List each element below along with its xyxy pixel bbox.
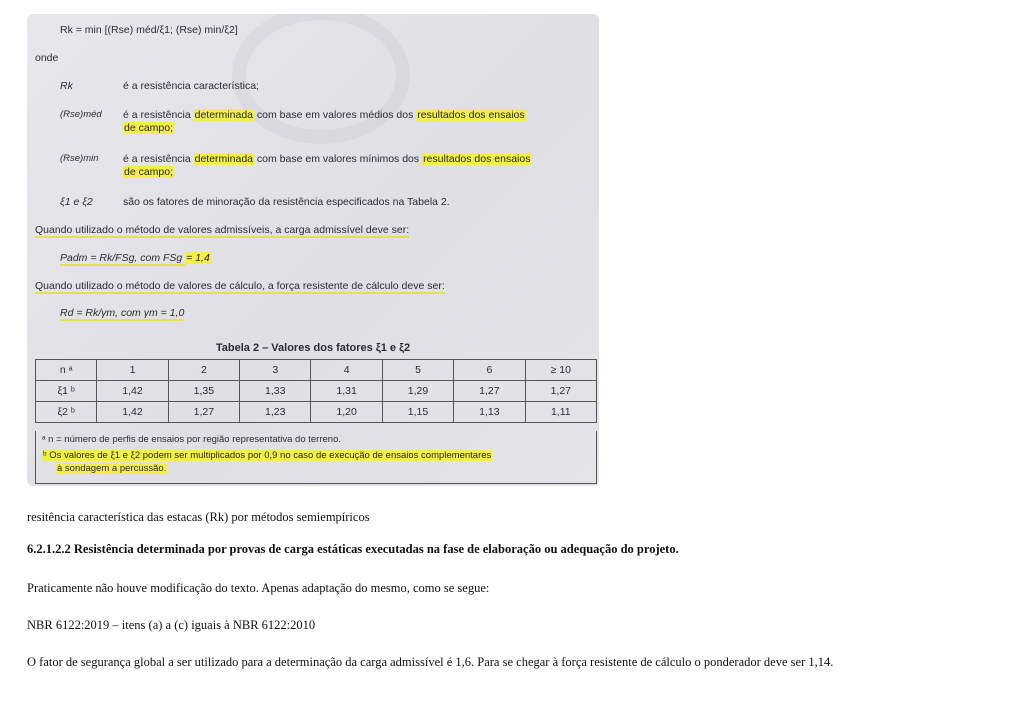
- table-cell: 1,15: [382, 402, 453, 423]
- table-header-cell: 6: [454, 360, 525, 381]
- table-cell: 1,11: [525, 402, 596, 423]
- table-cell: 1,31: [311, 381, 382, 402]
- table-header-cell: ≥ 10: [525, 360, 596, 381]
- table-cell: 1,42: [97, 402, 168, 423]
- calculo-text: Quando utilizado o método de valores de cálculo, a força resistente de cálculo deve ser:: [35, 280, 445, 292]
- def-desc-rk: é a resistência característica;: [123, 80, 259, 92]
- admissivel-text: Quando utilizado o método de valores admissíveis, a carga admissível deve ser:: [35, 224, 410, 236]
- def-symbol-rse-min: (Rse)min: [60, 153, 99, 164]
- table-cell: 1,27: [168, 402, 239, 423]
- table-cell: 1,23: [240, 402, 311, 423]
- table-cell: 1,29: [382, 381, 453, 402]
- table-header-cell: 5: [382, 360, 453, 381]
- factors-table: [35, 359, 597, 423]
- onde-label: onde: [35, 52, 59, 64]
- def-symbol-rk: Rk: [60, 80, 73, 92]
- table-title: Tabela 2 – Valores dos fatores ξ1 e ξ2: [215, 342, 411, 354]
- table-header-cell: 2: [168, 360, 239, 381]
- table-header-row: [36, 360, 597, 381]
- table-cell: ξ2 ᵇ: [36, 402, 97, 423]
- padm-formula: Padm = Rk/FSg, com FSg = 1,4: [60, 252, 210, 264]
- table-cell: 1,20: [311, 402, 382, 423]
- paragraph-1: Praticamente não houve modificação do texto. Apenas adaptação do mesmo, como se segue:: [27, 581, 490, 595]
- table-header-cell: 3: [240, 360, 311, 381]
- figure-caption: resitência característica das estacas (Rk) por métodos semiempíricos: [27, 510, 370, 524]
- table-cell: 1,42: [97, 381, 168, 402]
- def-symbol-xi: ξ1 e ξ2: [60, 196, 93, 208]
- table-cell: 1,33: [240, 381, 311, 402]
- scanned-standard-excerpt: [27, 14, 599, 486]
- table-cell: ξ1 ᵇ: [36, 381, 97, 402]
- section-heading: 6.2.1.2.2 Resistência determinada por provas de carga estáticas executadas na fase de elaboração ou adequação do projeto.: [27, 542, 679, 556]
- table-header-cell: 1: [97, 360, 168, 381]
- table-header-cell: 4: [311, 360, 382, 381]
- rd-formula: Rd = Rk/γm, com γm = 1,0: [60, 307, 185, 319]
- def-desc-rse-med: é a resistência determinada com base em valores médios dos resultados dos ensaios de campo;: [123, 109, 525, 134]
- paragraph-2: NBR 6122:2019 – itens (a) a (c) iguais à NBR 6122:2010: [27, 618, 316, 632]
- table-notes: [35, 431, 597, 484]
- formula-rk: Rk = min [(Rse) méd/ξ1; (Rse) min/ξ2]: [60, 24, 238, 36]
- paragraph-3: O fator de segurança global a ser utilizado para a determinação da carga admissível é 1,6. Para se chegar à força resistente de cálculo o ponderador deve ser 1,14.: [27, 655, 834, 669]
- def-symbol-rse-med: (Rse)méd: [60, 109, 102, 120]
- def-desc-rse-min: é a resistência determinada com base em valores mínimos dos resultados dos ensaios de campo;: [123, 153, 531, 178]
- table-cell: 1,13: [454, 402, 525, 423]
- table-row: [36, 402, 597, 423]
- table-row: [36, 381, 597, 402]
- table-cell: 1,27: [454, 381, 525, 402]
- table-header-cell: n ᵃ: [36, 360, 97, 381]
- note-b: ᵇ Os valores de ξ1 e ξ2 podem ser multiplicados por 0,9 no caso de execução de ensaios complementares: [43, 450, 492, 461]
- table-cell: 1,35: [168, 381, 239, 402]
- note-a: ᵃ n = número de perfis de ensaios por região representativa do terreno.: [42, 434, 342, 445]
- table-cell: 1,27: [525, 381, 596, 402]
- note-b-continued: à sondagem a percussão.: [57, 463, 167, 474]
- def-desc-xi: são os fatores de minoração da resistência especificados na Tabela 2.: [123, 196, 450, 208]
